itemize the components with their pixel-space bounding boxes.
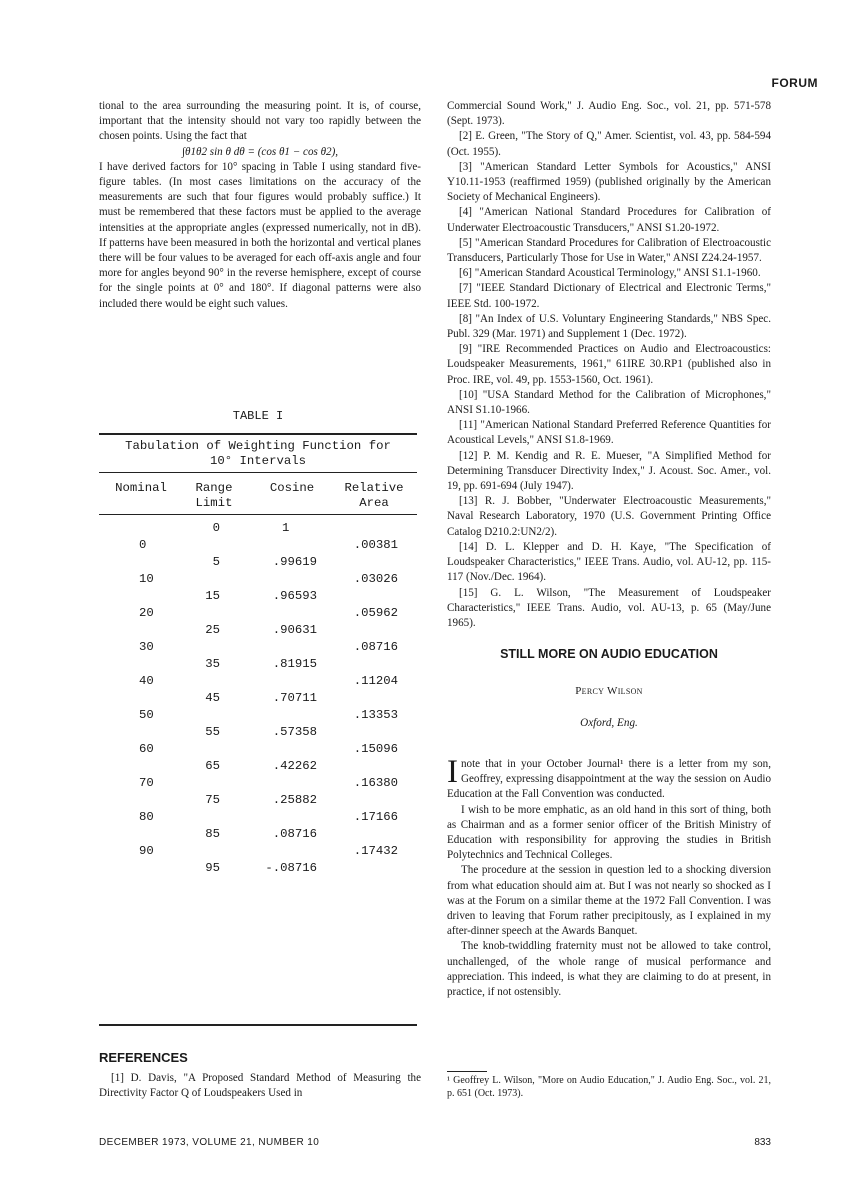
footnote-rule	[447, 1071, 487, 1072]
footnote: ¹ Geoffrey L. Wilson, "More on Audio Education," J. Audio Eng. Soc., vol. 21, p. 651 (Oct. 1973).	[447, 1075, 771, 1099]
header-range-line: Range	[195, 481, 233, 495]
article-body	[447, 754, 771, 1000]
cell-nominal: 20	[139, 606, 154, 620]
article-affiliation: Oxford, Eng.	[580, 717, 638, 729]
cell-cosine: .25882	[272, 793, 317, 807]
cell-cosine: .90631	[272, 623, 317, 637]
reference-item: [1] D. Davis, "A Proposed Standard Method of Measuring the Directivity Factor Q of Loudspeakers Used in	[99, 1072, 421, 1100]
cell-cosine: .96593	[272, 589, 317, 603]
paragraph: I wish to be more emphatic, as an old hand in this sort of thing, both as Chairman and as a former senior officer of the British Ministry of Education with responsibility for approving the studies in British Polytechnics and Technical Colleges.	[447, 803, 771, 862]
reference-item: [3] "American Standard Letter Symbols for Acoustics," ANSI Y10.11-1953 (reaffirmed 1959) (published originally by the American Society of Mechanical Engineers).	[447, 160, 771, 204]
reference-item: [4] "American National Standard Procedures for Calibration of Underwater Electroacoustic Transducers," ANSI S1.20-1972.	[447, 206, 771, 234]
header-range	[179, 481, 249, 511]
cell-relative-area: .08716	[353, 640, 398, 654]
cell-cosine: .42262	[272, 759, 317, 773]
cell-range-limit: 75	[205, 793, 220, 807]
reference-item: Commercial Sound Work," J. Audio Eng. Soc., vol. 21, pp. 571-578 (Sept. 1973).	[447, 100, 771, 128]
article-author: Percy Wilson	[575, 685, 643, 697]
left-column	[99, 99, 421, 312]
reference-item: [13] R. J. Bobber, "Underwater Electroacoustic Measurements," Naval Research Laboratory, 1970 (U.S. Government Printing Office Catalog D210.2:UN2/2).	[447, 495, 771, 538]
table-rule	[99, 433, 417, 435]
cell-relative-area: .15096	[353, 742, 398, 756]
cell-range-limit: 35	[205, 657, 220, 671]
cell-cosine: .99619	[272, 555, 317, 569]
cell-relative-area: .11204	[353, 674, 398, 688]
cell-nominal: 90	[139, 844, 154, 858]
cell-cosine: -.08716	[265, 861, 317, 875]
reference-item: [2] E. Green, "The Story of Q," Amer. Scientist, vol. 43, pp. 584-594 (Oct. 1955).	[447, 130, 771, 158]
table-caption-line: 10° Intervals	[210, 454, 306, 468]
reference-item: [9] "IRE Recommended Practices on Audio and Electroacoustics: Loudspeaker Measurements, 1961," 61IRE 30.RP1 (published also in Proc. IRE, vol. 49, pp. 1553-1560, Oct. 1961).	[447, 343, 771, 386]
reference-item: [6] "American Standard Acoustical Terminology," ANSI S1.1-1960.	[459, 267, 761, 280]
table-rule	[99, 1024, 417, 1026]
reference-item: [5] "American Standard Procedures for Calibration of Electroacoustic Transducers, Particularly Those for Use in Water," ANSI Z24.24-1957.	[447, 236, 771, 265]
table-caption	[99, 439, 417, 469]
page-number: 833	[754, 1137, 771, 1148]
cell-relative-area: .17432	[353, 844, 398, 858]
header-range-line: Limit	[195, 496, 233, 510]
drop-cap: I	[447, 754, 458, 790]
header-relative-line: Area	[359, 496, 389, 510]
cell-range-limit: 65	[205, 759, 220, 773]
reference-item: [11] "American National Standard Preferred Reference Quantities for Acoustical Levels," ANSI S1.8-1969.	[447, 419, 771, 447]
cell-nominal: 80	[139, 810, 154, 824]
cell-nominal: 10	[139, 572, 154, 586]
table-rule	[99, 514, 417, 515]
cell-range-limit: 25	[205, 623, 220, 637]
cell-cosine: .70711	[272, 691, 317, 705]
cell-relative-area: .03026	[353, 572, 398, 586]
table-title: TABLE I	[232, 409, 284, 423]
paragraph: The knob-twiddling fraternity must not be allowed to take control, unchallenged, of the whole range of musical performance and appreciation. This indeed, is what they are claiming to do at present, in practice, if not ostensibly.	[447, 940, 771, 999]
references-list	[447, 99, 771, 631]
cell-nominal: 40	[139, 674, 154, 688]
reference-item: [12] P. M. Kendig and R. E. Mueser, "A Simplified Method for Determining Transducer Directivity Index," J. Acoust. Soc. Amer., vol. 19, pp. 691-694 (July 1947).	[447, 449, 771, 493]
table-rule	[99, 472, 417, 473]
cell-nominal: 0	[139, 538, 147, 552]
cell-range-limit: 0	[212, 521, 220, 535]
equation: ∫θ1θ2 sin θ dθ = (cos θ1 − cos θ2),	[181, 145, 339, 158]
cell-range-limit: 15	[205, 589, 220, 603]
header-nominal: Nominal	[115, 481, 167, 495]
reference-item: [8] "An Index of U.S. Voluntary Engineering Standards," NBS Spec. Publ. 329 (Mar. 1971) and Supplement 1 (Dec. 1972).	[447, 312, 771, 341]
cell-cosine: 1	[282, 521, 290, 535]
references-heading: REFERENCES	[99, 1050, 188, 1065]
cell-range-limit: 5	[212, 555, 220, 569]
folio-issue: DECEMBER 1973, VOLUME 21, NUMBER 10	[99, 1137, 320, 1148]
reference-item: [10] "USA Standard Method for the Calibration of Microphones," ANSI S1.10-1966.	[447, 388, 771, 417]
cell-range-limit: 95	[205, 861, 220, 875]
cell-relative-area: .17166	[353, 810, 398, 824]
paragraph: I have derived factors for 10° spacing in Table I using standard five-figure tables. (In most cases limitations on the accuracy of the measurements are such that four figures would probably suffice.) It must be remembered that these factors must be applied to the average intensities at the appropriate angles (expressed numerically, not in dB). If patterns have been measured in both the horizontal and vertical planes there will be four values to be averaged for each off-axis angle and four more for angles beyond 90° in the reverse hemisphere, except of course for the single points at 0° and 180°. If diagonal patterns were also included there would be eight such values.	[99, 160, 421, 310]
paragraph	[447, 754, 771, 803]
header-relative-line: Relative	[344, 481, 404, 495]
cell-nominal: 30	[139, 640, 154, 654]
cell-relative-area: .16380	[353, 776, 398, 790]
running-head: FORUM	[771, 76, 818, 90]
reference-item: [15] G. L. Wilson, "The Measurement of Loudspeaker Characteristics," IEEE Trans. Audio, vol. AU-13, p. 65 (May/June 1965).	[447, 586, 771, 629]
header-relative	[331, 481, 417, 511]
cell-cosine: .08716	[272, 827, 317, 841]
cell-relative-area: .05962	[353, 606, 398, 620]
cell-relative-area: .00381	[353, 538, 398, 552]
cell-cosine: .57358	[272, 725, 317, 739]
reference-item: [14] D. L. Klepper and D. H. Kaye, "The Specification of Loudspeaker Characteristics," IEEE Trans. Audio, vol. AU-12, pp. 115-117 (Nov./Dec. 1964).	[447, 540, 771, 584]
header-cosine: Cosine	[269, 481, 315, 495]
cell-cosine: .81915	[272, 657, 317, 671]
table-caption-line: Tabulation of Weighting Function for	[125, 439, 391, 453]
cell-nominal: 70	[139, 776, 154, 790]
reference-item: [7] "IEEE Standard Dictionary of Electrical and Electronic Terms," IEEE Std. 100-1972.	[447, 282, 771, 310]
cell-relative-area: .13353	[353, 708, 398, 722]
paragraph: tional to the area surrounding the measuring point. It is, of course, important that the intensity should not vary too rapidly between the chosen points. Using the fact that	[99, 100, 421, 143]
cell-range-limit: 85	[205, 827, 220, 841]
paragraph: The procedure at the session in question led to a shocking diversion from what education should aim at. But I was not nearly so shocked as I was at the Forum on a similar theme at the 1972 Fall Convention. I was driven to leaving that Forum rather precipitously, as I explained in my after-dinner speech at the Awards Banquet.	[447, 864, 771, 938]
cell-nominal: 50	[139, 708, 154, 722]
cell-range-limit: 45	[205, 691, 220, 705]
cell-nominal: 60	[139, 742, 154, 756]
cell-range-limit: 55	[205, 725, 220, 739]
article-title: STILL MORE ON AUDIO EDUCATION	[500, 647, 718, 661]
paragraph-text: note that in your October Journal¹ there is a letter from my son, Geoffrey, expressing disappointment at the way the session on Audio Education at the Fall Convention was conducted.	[447, 758, 771, 801]
